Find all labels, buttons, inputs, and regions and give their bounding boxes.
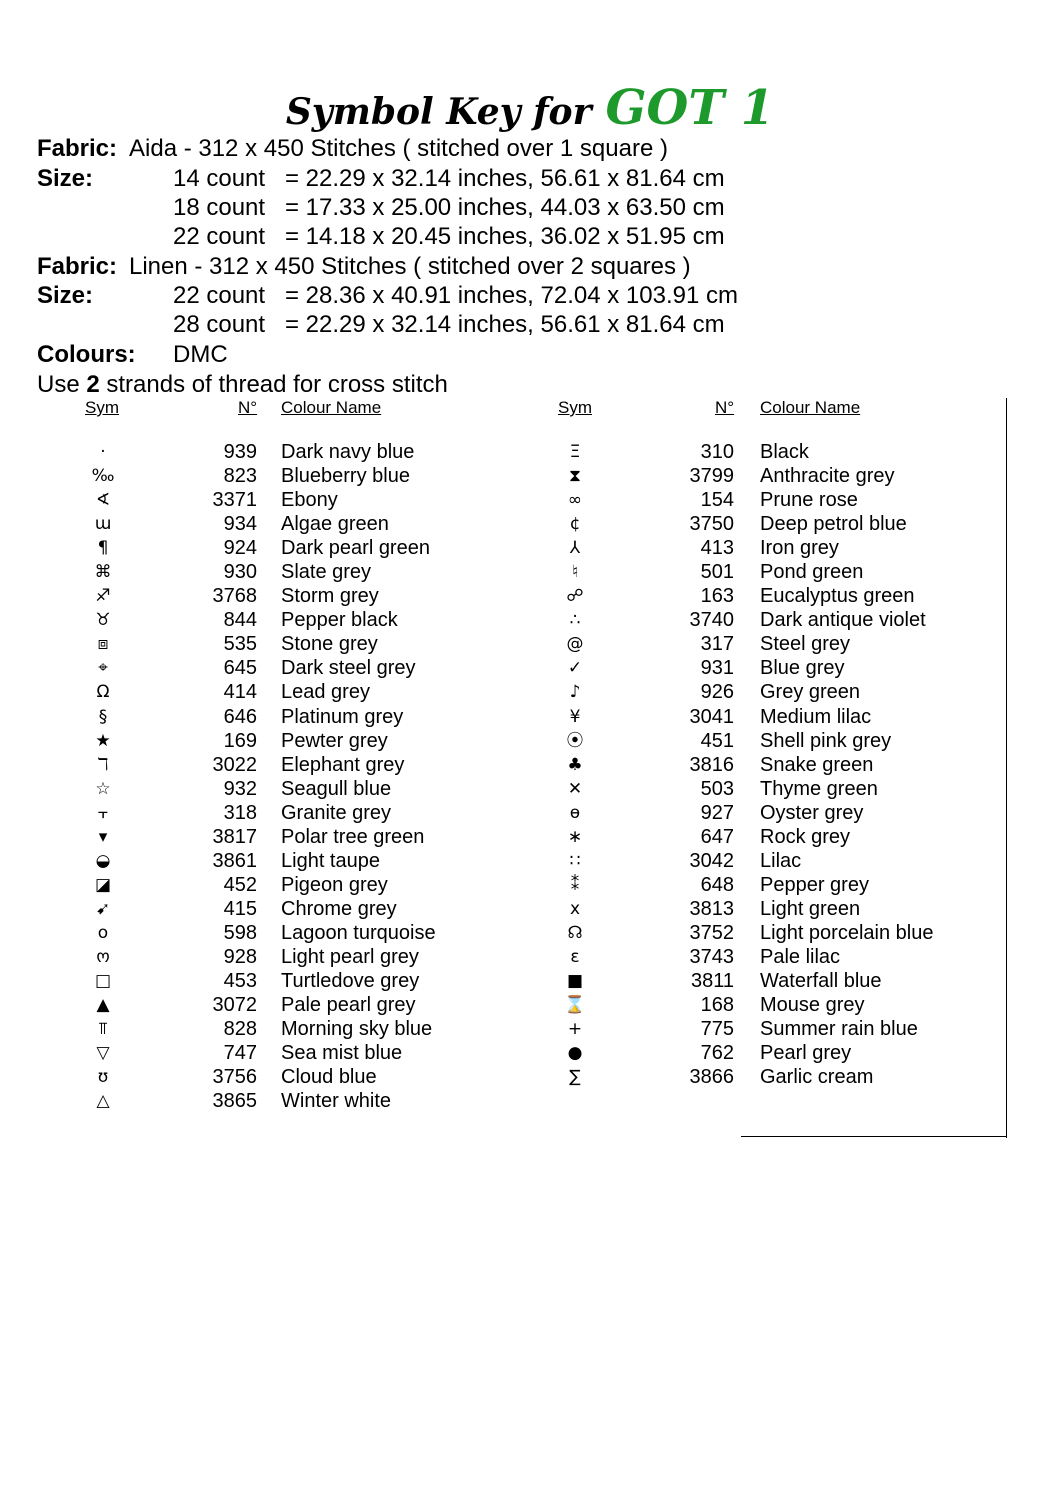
colour-name: Mouse grey [760,994,865,1017]
colour-name: Iron grey [760,537,839,560]
spec-label: Fabric: [37,253,118,280]
colour-name: Summer rain blue [760,1018,918,1041]
colour-name: Light pearl grey [281,945,419,968]
symbol-glyph: ◪ [94,874,112,895]
symbol-glyph: Ω [96,682,110,703]
symbol-glyph: ε [570,946,580,967]
colour-name: Dark pearl green [281,537,430,560]
spec-label: Size: [37,165,94,192]
spec-text: Aida - 312 x 450 Stitches ( stitched over 1 square ) [129,135,668,162]
dmc-number: 3072 [212,994,257,1017]
dmc-number: 310 [700,441,734,463]
colour-name: Oyster grey [760,801,864,824]
dmc-number: 3371 [212,489,257,512]
colour-name: Lead grey [281,681,370,704]
symbol-glyph: ⌘ [94,562,112,583]
colour-name: Pond green [760,561,864,584]
title-prefix: Symbol Key for [285,91,592,133]
colour-name: Snake green [760,753,874,776]
dmc-number: 3022 [212,753,257,776]
dmc-number: 775 [700,1018,734,1041]
symbol-glyph: ★ [95,730,111,751]
dmc-number: 415 [223,897,257,920]
colour-name: Stone grey [281,633,378,656]
spec-label: Colours: [37,341,136,368]
spec-dims: = 22.29 x 32.14 inches, 56.61 x 81.64 cm [285,165,725,192]
table-bottom-border [741,1136,1007,1137]
symbol-glyph: ∞ [567,490,583,511]
colour-name: Blue grey [760,657,845,680]
dmc-number: 318 [223,801,257,824]
symbol-glyph: ∗ [567,826,583,847]
symbol-glyph: ♣ [567,754,583,775]
colour-name: Light taupe [281,849,380,872]
symbol-glyph: ▾ [98,826,108,847]
spec-count: 22 count [173,282,266,309]
dmc-number: 747 [223,1042,257,1065]
spec-count: DMC [173,341,228,368]
dmc-number: 930 [223,561,257,584]
symbol-glyph: ⫟ [97,802,109,823]
header-num-left: N° [238,398,258,417]
spec-label: Size: [37,282,94,309]
strands-pre: Use [37,371,87,398]
spec-count: 28 count [173,311,266,338]
symbol-glyph: ☍ [566,586,584,607]
colour-name: Platinum grey [281,705,404,728]
symbol-glyph: ∴ [569,610,581,631]
spec-dims: = 28.36 x 40.91 inches, 72.04 x 103.91 cm [285,282,738,309]
dmc-number: 169 [223,729,257,752]
symbol-glyph: ⌛ [564,995,586,1016]
colour-name: Deep petrol blue [760,513,907,536]
colour-name: Black [760,441,809,463]
page-title [0,80,1060,136]
colour-name: Prune rose [760,489,858,512]
dmc-number: 3816 [689,753,734,776]
colour-name: Granite grey [281,801,392,824]
colour-name: Waterfall blue [760,970,882,993]
colour-name: Ebony [281,489,338,512]
symbol-glyph: ⦿ [566,730,584,751]
symbol-glyph: ¥ [569,706,581,727]
dmc-number: 3740 [689,609,734,632]
symbol-glyph: ➹ [95,898,111,919]
symbol-glyph: ∷ [569,850,581,871]
symbol-glyph: ▲ [96,995,110,1016]
colour-name: Rock grey [760,825,851,848]
dmc-number: 928 [223,945,257,968]
symbol-glyph: · [100,442,106,462]
symbol-glyph: @ [566,634,584,655]
colour-name: Pewter grey [281,729,388,752]
colour-name: Pearl grey [760,1042,852,1065]
colour-name: Sea mist blue [281,1042,403,1065]
dmc-number: 535 [223,633,257,656]
colour-name: Eucalyptus green [760,585,915,608]
colour-name: Dark steel grey [281,657,416,680]
dmc-number: 453 [223,970,257,993]
colour-name: Turtledove grey [281,970,420,993]
symbol-glyph: ɵ [569,802,581,823]
dmc-number: 645 [223,657,257,680]
dmc-number: 3817 [212,825,257,848]
colour-name: Slate grey [281,561,372,584]
colour-name: Medium lilac [760,705,872,728]
dmc-number: 3861 [212,849,257,872]
strands-number: 2 [86,371,100,398]
symbol-glyph: ✕ [567,778,583,799]
spec-fabric-aida [37,134,668,163]
symbol-glyph: ♐ [95,586,111,607]
colour-name: Anthracite grey [760,465,895,488]
symbol-glyph: ⧗ [569,466,581,487]
dmc-number: 598 [223,921,257,944]
colour-name: Light porcelain blue [760,921,934,944]
symbol-glyph: ☆ [95,778,111,799]
symbol-glyph: Ξ [569,442,581,462]
symbol-glyph: ¶ [97,538,109,559]
symbol-glyph: ⧈ [97,634,109,655]
colour-name: Light green [760,897,861,920]
dmc-number: 927 [700,801,734,824]
dmc-number: 931 [700,657,734,680]
dmc-number: 3743 [689,945,734,968]
symbol-glyph: ⫪ [98,1019,108,1040]
colour-name: Garlic cream [760,1066,874,1089]
symbol-glyph: ● [567,1043,583,1064]
dmc-number: 844 [223,609,257,632]
colour-name: Steel grey [760,633,851,656]
dmc-number: 828 [223,1018,257,1041]
dmc-number: 3752 [689,921,734,944]
symbol-glyph: ʊ [97,1067,109,1088]
symbol-glyph: ɯ [94,514,112,535]
symbol-glyph: ▽ [96,1043,110,1064]
strands-post: strands of thread for cross stitch [99,371,448,398]
colour-name: Elephant grey [281,753,405,776]
header-num-right: N° [715,398,735,417]
symbol-glyph: ⁑ [570,874,580,895]
dmc-number: 924 [223,537,257,560]
dmc-number: 414 [223,681,257,704]
dmc-number: 3768 [212,585,257,608]
dmc-number: 413 [700,537,734,560]
header-sym-right: Sym [558,398,592,417]
symbol-glyph: x [569,898,581,919]
colour-name: Pepper grey [760,873,869,896]
colour-name: Winter white [281,1090,392,1113]
header-name-right: Colour Name [760,398,861,417]
dmc-number: 501 [700,561,734,584]
colour-name: Blueberry blue [281,465,410,488]
dmc-number: 3866 [689,1066,734,1089]
table-right-border [1006,398,1007,1138]
colour-name: Chrome grey [281,897,397,920]
symbol-glyph: + [567,1019,583,1040]
dmc-number: 926 [700,681,734,704]
symbol-glyph: ⅄ [569,538,581,559]
dmc-number: 932 [223,777,257,800]
colour-name: Storm grey [281,585,379,608]
dmc-number: 3865 [212,1090,257,1113]
colour-name: Dark navy blue [281,441,415,463]
colour-name: Polar tree green [281,825,425,848]
colour-name: Pale lilac [760,945,841,968]
colour-name: Dark antique violet [760,609,926,632]
symbol-glyph: § [98,706,108,727]
colour-name: Seagull blue [281,777,392,800]
symbol-glyph: ⌖ [98,658,108,679]
dmc-number: 3756 [212,1066,257,1089]
spec-dims: = 14.18 x 20.45 inches, 36.02 x 51.95 cm [285,223,725,250]
symbol-glyph: ✓ [567,658,583,679]
colour-name: Lagoon turquoise [281,921,436,944]
spec-size-14 [37,164,725,193]
spec-text: Linen - 312 x 450 Stitches ( stitched over 2 squares ) [129,253,691,280]
spec-linen-size-22 [37,281,738,310]
symbol-glyph: □ [94,971,112,992]
dmc-number: 317 [700,633,734,656]
dmc-number: 3813 [689,897,734,920]
symbol-glyph: ¢ [569,514,581,535]
spec-count: 22 count [173,223,266,250]
symbol-glyph: ♮ [571,562,579,583]
dmc-number: 3041 [689,705,734,728]
dmc-number: 154 [700,489,734,512]
spec-label: Fabric: [37,135,118,162]
colour-name: Pepper black [281,609,398,632]
dmc-number: 762 [700,1042,734,1065]
dmc-number: 646 [223,705,257,728]
symbol-glyph: ∢ [95,490,111,511]
dmc-number: 452 [223,873,257,896]
header-sym-left: Sym [85,398,119,417]
colour-name: Cloud blue [281,1066,377,1089]
colour-name: Lilac [760,849,802,872]
colour-name: Grey green [760,681,861,704]
dmc-number: 503 [700,777,734,800]
symbol-glyph: ♪ [569,682,581,703]
spec-dims: = 22.29 x 32.14 inches, 56.61 x 81.64 cm [285,311,725,338]
dmc-number: 3799 [689,465,734,488]
dmc-number: 823 [223,465,257,488]
symbol-glyph: ∑ [569,1067,581,1088]
colour-name: Morning sky blue [281,1018,433,1041]
spec-fabric-linen [37,252,691,281]
strands-note [37,370,448,399]
dmc-number: 168 [700,994,734,1017]
dmc-number: 3750 [689,513,734,536]
dmc-number: 934 [223,513,257,536]
spec-dims: = 17.33 x 25.00 inches, 44.03 x 63.50 cm [285,194,725,221]
colour-name: Thyme green [760,777,878,800]
dmc-number: 3811 [690,970,734,993]
symbol-glyph: ო [96,946,110,967]
colour-name: Shell pink grey [760,729,892,752]
dmc-number: 163 [700,585,734,608]
dmc-number: 451 [700,729,734,752]
header-name-left: Colour Name [281,398,382,417]
dmc-number: 648 [700,873,734,896]
symbol-glyph: ♉ [95,610,111,631]
symbol-glyph: ■ [566,971,584,992]
colour-name: Pale pearl grey [281,994,416,1017]
spec-colours [37,340,228,369]
symbol-glyph: △ [96,1091,110,1112]
dmc-number: 3042 [689,849,734,872]
colour-name: Pigeon grey [281,873,388,896]
symbol-glyph: ☊ [567,922,583,943]
dmc-number: 939 [223,441,257,463]
symbol-glyph: ◒ [95,850,111,871]
dmc-number: 647 [700,825,734,848]
symbol-glyph: o [97,922,109,943]
symbol-glyph: ℸ [97,754,109,775]
symbol-glyph: ‰ [91,466,115,487]
colour-name: Algae green [281,513,389,536]
spec-count: 18 count [173,194,266,221]
spec-count: 14 count [173,165,266,192]
title-pattern-name: GOT 1 [605,80,775,136]
